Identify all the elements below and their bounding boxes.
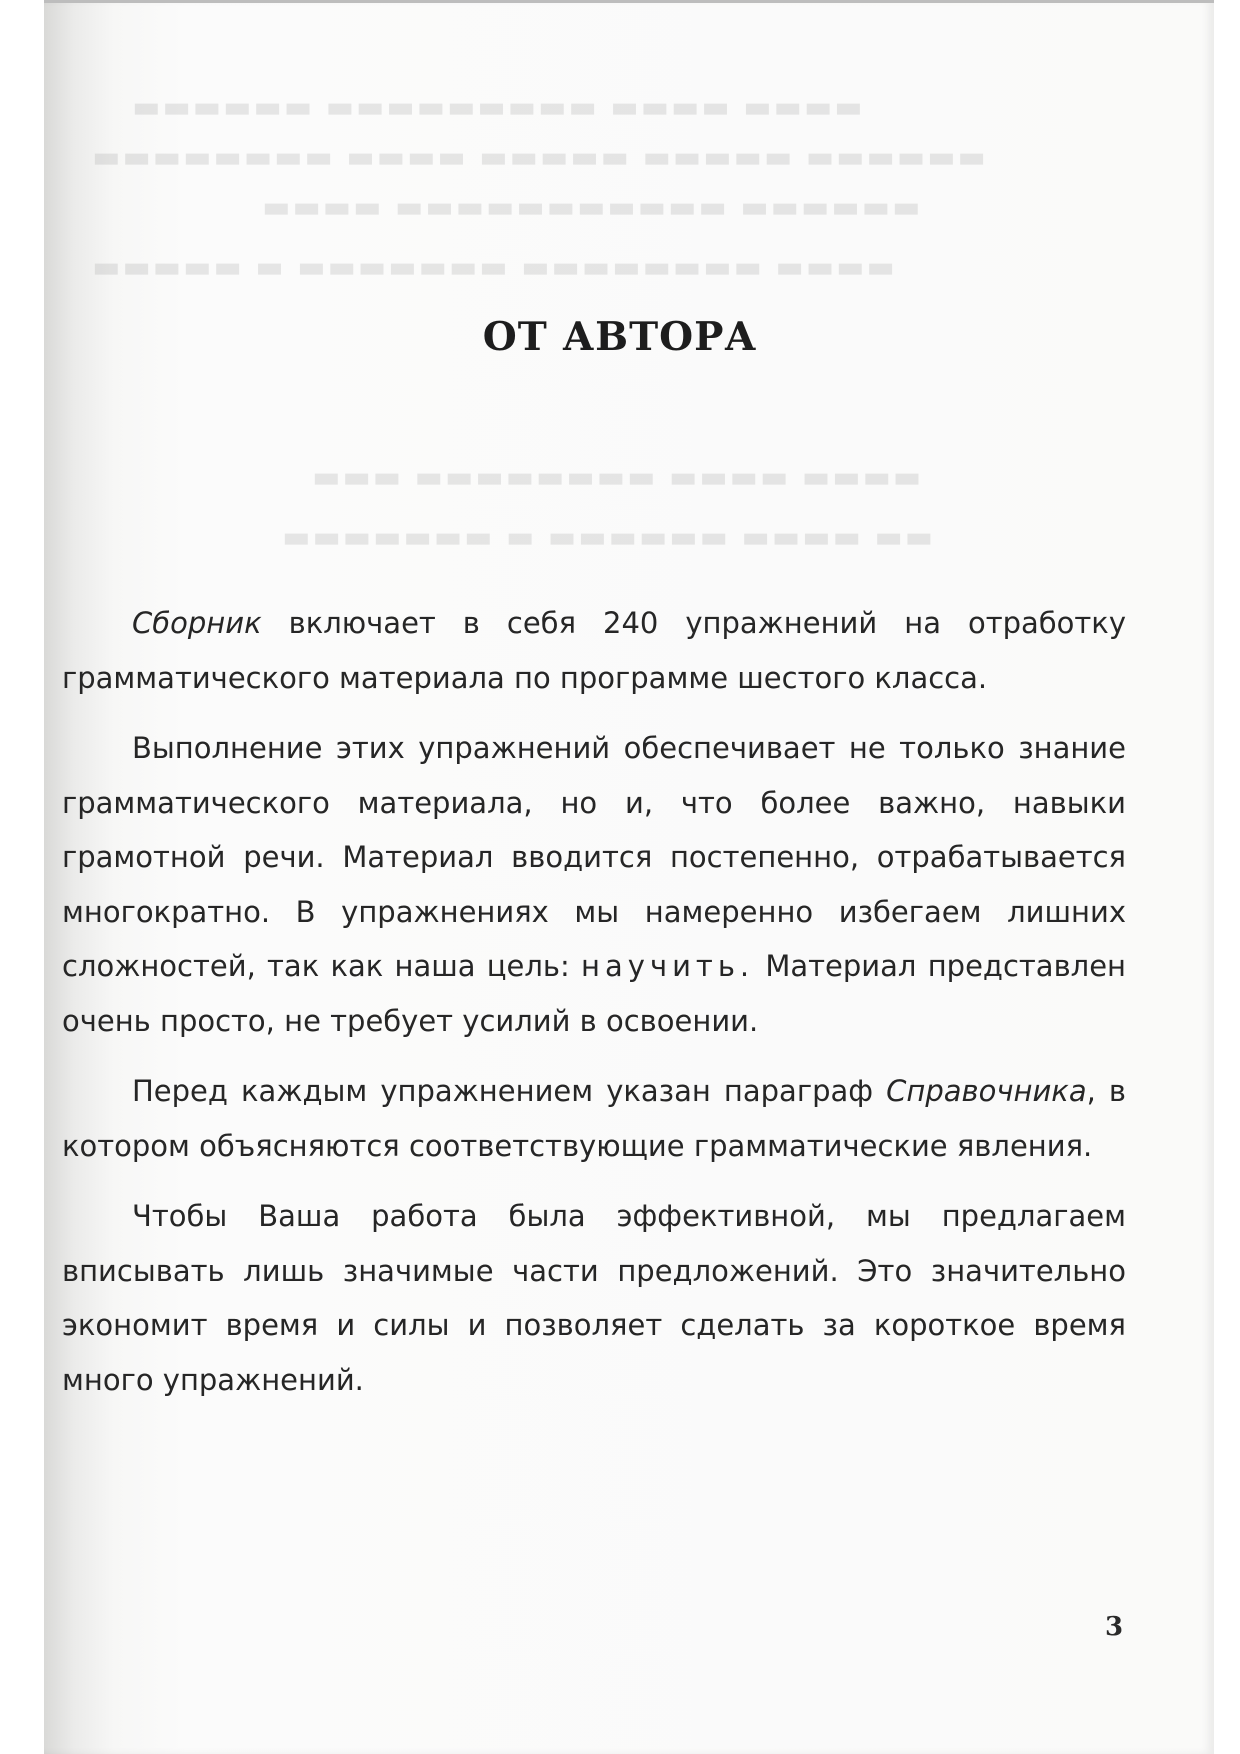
foreword-body [62,596,1126,1423]
paragraph-4: Чтобы Ваша работа была эффективной, мы предлагаем вписывать лишь значимые части предложений. Это значительно экономит время и силы и позволяет сделать за короткое время много упражнений. [62,1199,1126,1397]
paragraph-3-text-end: , в котором объясняются соответствующие грамматические явления. [62,1074,1126,1163]
paragraph-1 [62,596,1126,705]
page-title: ОТ АВТОРА [482,314,758,360]
show-through-line: ▬▬▬▬▬▬ ▬▬▬▬▬▬▬▬▬▬▬ ▬▬▬▬ [260,190,921,225]
show-through-line: ▬▬▬▬ ▬▬▬▬ ▬▬▬▬▬▬▬▬▬ ▬▬▬▬▬▬ [130,90,863,125]
paragraph-2-text-start: Выполнение этих упражнений обеспечивает не только знание грамматического материала, но и, что более важно, навыки грамотной речи. Материал вводится постепенно, отрабатывается многократно. В упражнениях мы намеренно избегаем лишних сложностей, так как наша цель: [62,731,1126,983]
paragraph-3-text-start: Перед каждым упражнением указан параграф [132,1074,887,1108]
show-through-line: ▬▬▬▬ ▬▬▬▬▬▬▬▬ ▬▬▬▬▬▬▬ ▬ ▬▬▬▬▬ [90,250,895,285]
show-through-line: ▬▬▬▬ ▬▬▬▬ ▬▬▬▬▬▬▬▬ ▬▬▬ [310,460,922,495]
page-number: 3 [1105,1612,1124,1642]
spaced-emphasis-word: научить. [581,949,755,983]
reference-book-emphasis: Справочника [886,1074,1087,1108]
page-top-edge [44,0,1214,3]
paragraph-3 [62,1064,1126,1173]
paragraph-1-text: включает в себя 240 упражнений на отработку грамматического материала по программе шестого класса. [62,606,1126,695]
show-through-line: ▬▬ ▬▬▬▬ ▬▬▬▬▬▬ ▬ ▬▬▬▬▬▬▬ [280,520,934,555]
paragraph-2 [62,721,1126,1048]
show-through-line: ▬▬▬▬▬▬ ▬▬▬▬▬ ▬▬▬▬▬ ▬▬▬▬ ▬▬▬▬▬▬▬▬ [90,140,986,175]
book-title-emphasis: Сборник [132,606,262,640]
paragraph-2-text-end: Материал представлен очень просто, не требует усилий в освоении. [62,949,1127,1038]
